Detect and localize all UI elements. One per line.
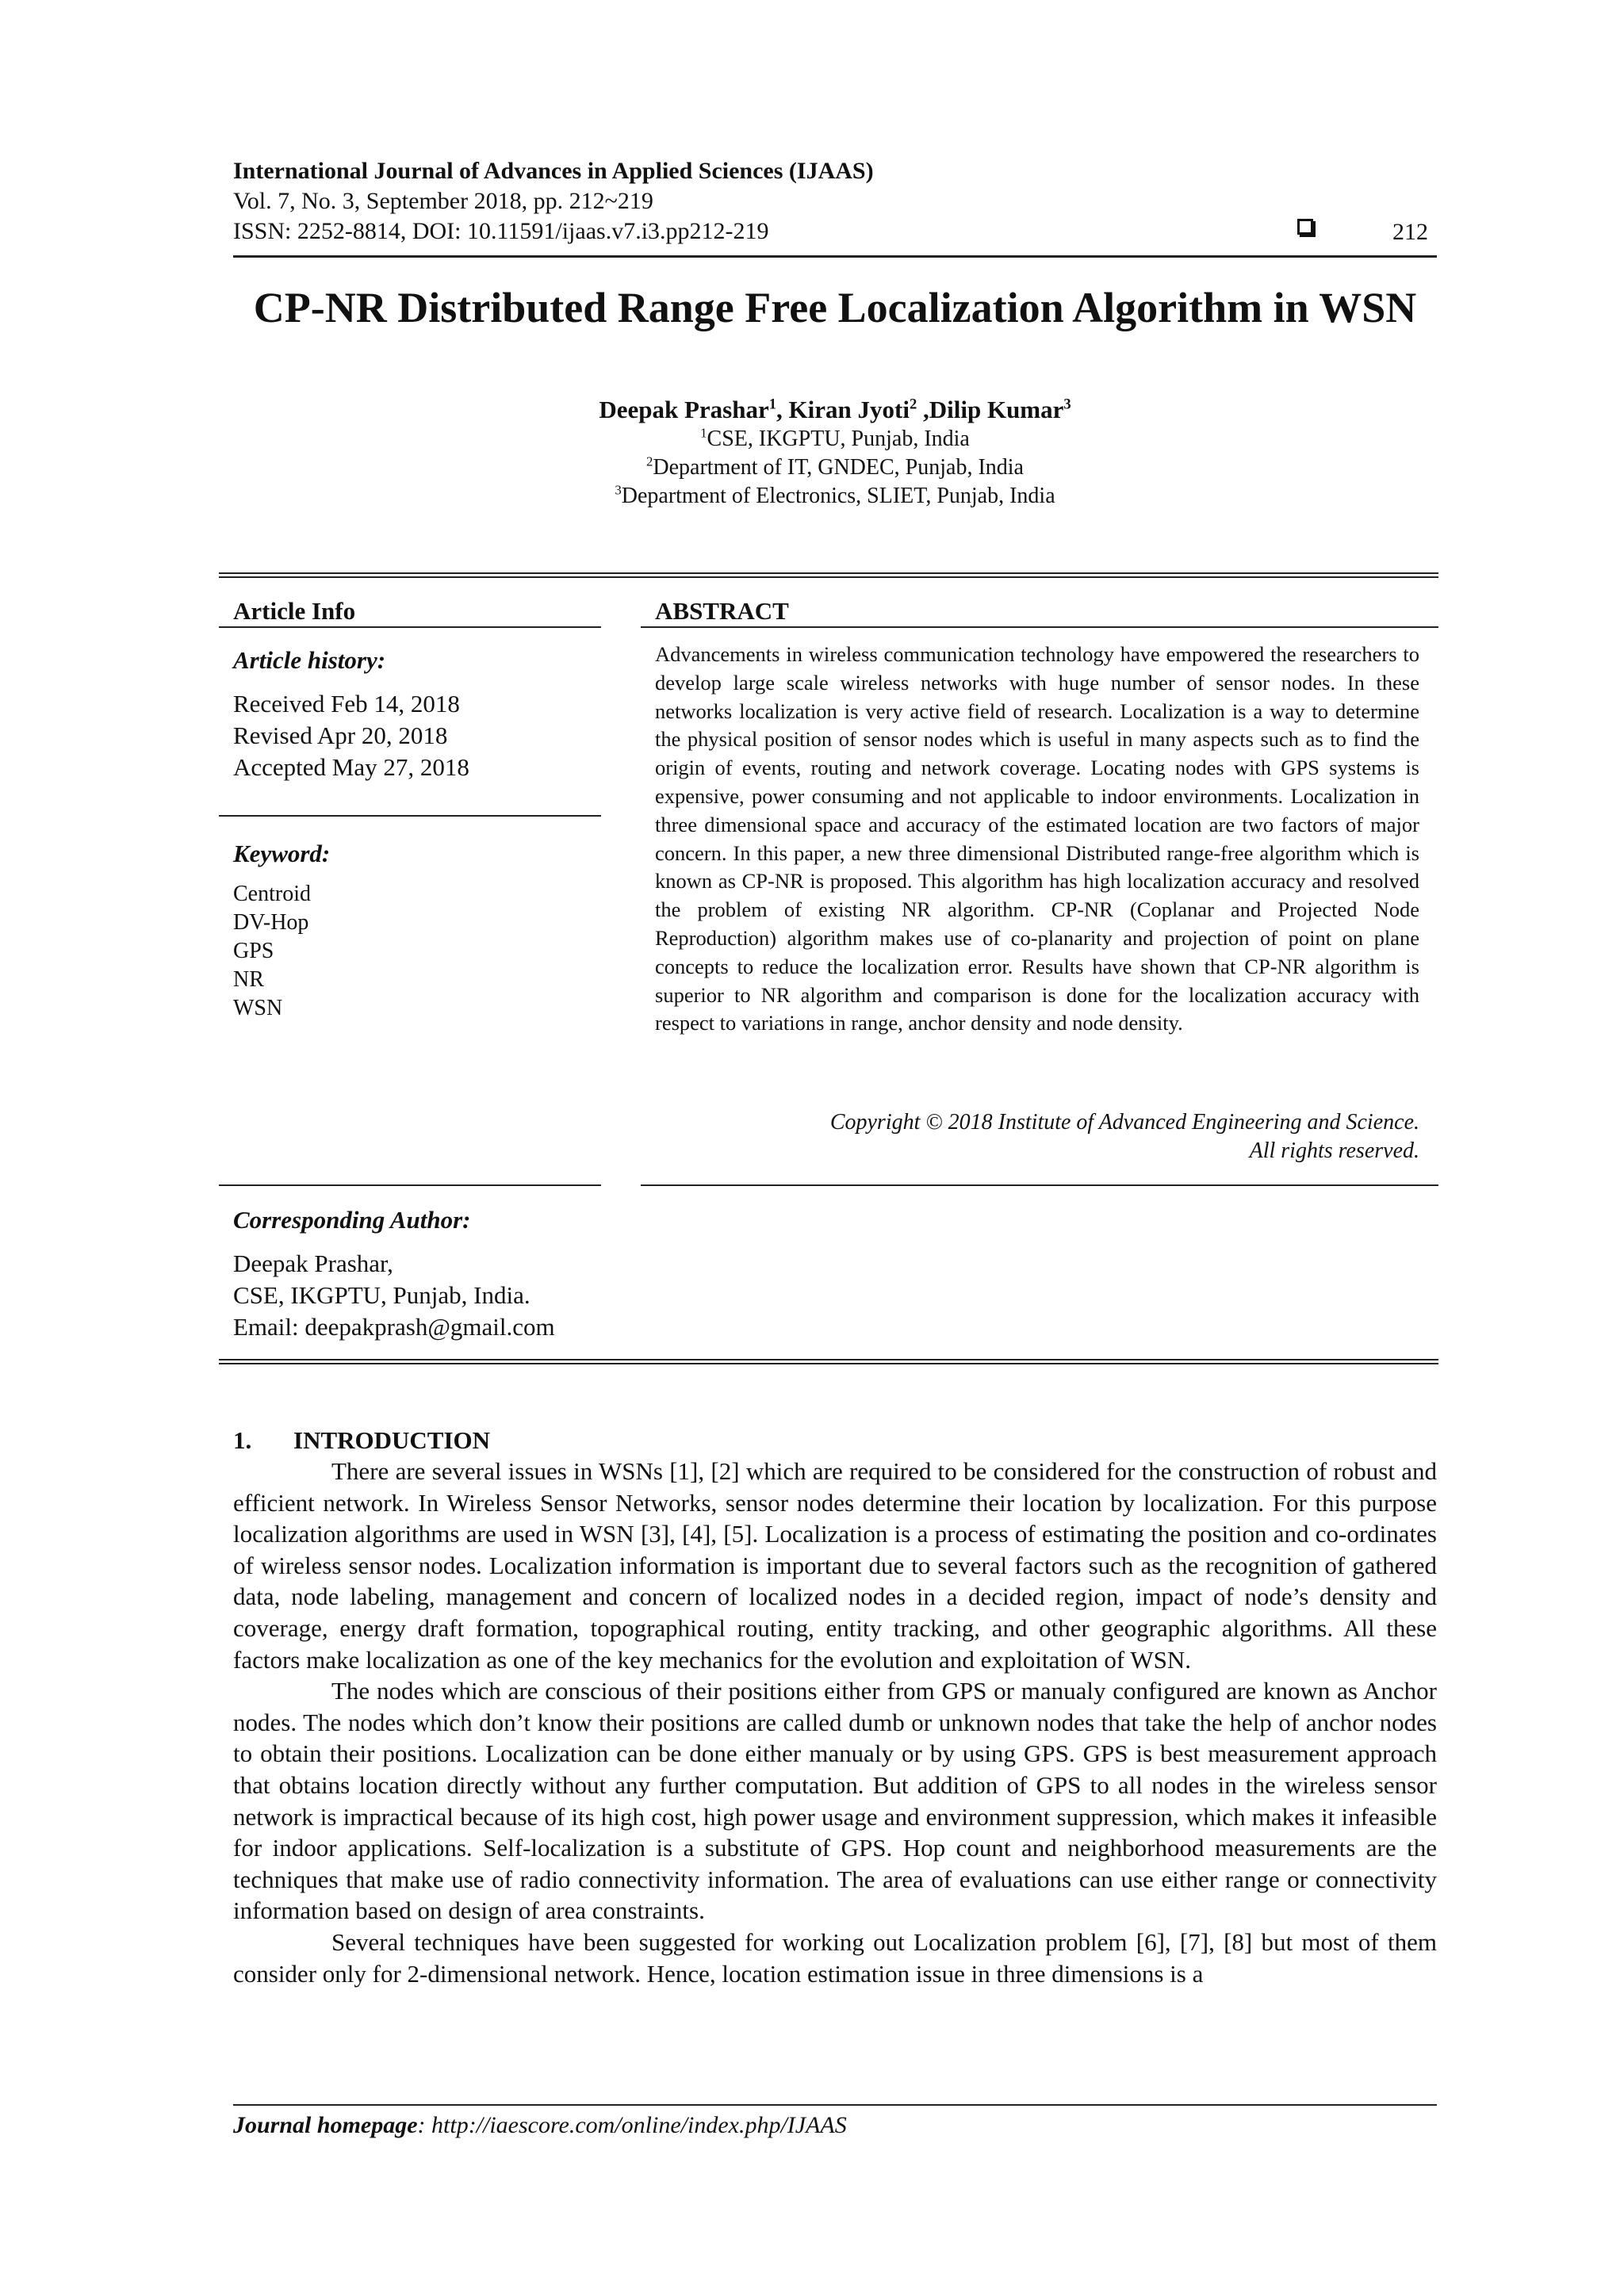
- page-number: 212: [1392, 219, 1428, 245]
- affiliation-1: $^1$CSE, IKGPTU, Punjab, India: [700, 425, 970, 451]
- copyright: Copyright © 2018 Institute of Advanced Engineering and Science. All rights reserved.: [829, 1110, 1419, 1163]
- author-name: Dilip Kumar: [929, 396, 1064, 423]
- paragraph: The nodes which are conscious of their positions either from GPS or manualy configured are known as Anchor nodes. The nodes which don’t know their positions are called dumb or unknown nodes that take the help of anchor nodes to obtain their positions. Localization can be done either manualy or by using GPS. GPS is best measurement approach that obtains location directly without any further computation. But addition of GPS to all nodes in the wireless sensor network is impractical because of its high cost, high power usage and environment suppression, which makes it infeasible for indoor applications. Self-localization is a substitute of GPS. Hop count and neighborhood measurements are the techniques that make use of radio connectivity information. The area of evaluations can use either range or connectivity information based on design of area constraints.: [233, 1677, 1437, 1925]
- journal-homepage: Journal homepage: http://iaescore.com/online/index.php/IJAAS: [233, 2112, 847, 2138]
- box-top-rule-2: [219, 576, 1438, 578]
- section-heading: 1. INTRODUCTION: [233, 1426, 491, 1454]
- article-info-heading: Article Info: [233, 597, 356, 625]
- journal-title: International Journal of Advances in Applied Sciences (IJAAS): [233, 158, 874, 184]
- author-sup: 1: [768, 396, 777, 413]
- abstract-text: Advancements in wireless communication technology have empowered the researchers to develop large scale wireless networks with huge number of sensor nodes. In these networks localization is very active field of research. Localization is a way to determine the physical position of sensor nodes which is useful in many aspects such as to find the origin of events, routing and network coverage. Locating nodes with GPS systems is expensive, power consuming and not applicable to indoor environments. Localization in three dimensional space and accuracy of the estimated location are two factors of major concern. In this paper, a new three dimensional Distributed range-free algorithm which is known as CP-NR is proposed. This algorithm has high localization accuracy and resolved the problem of existing NR algorithm. CP-NR (Coplanar and Projected Node Reproduction) algorithm makes use of co-planarity and projection of point on plane concepts to reduce the localization error. Results have shown that CP-NR algorithm is superior to NR algorithm and comparison is done for the localization accuracy with respect to variations in range, anchor density and node density.: [655, 642, 1419, 1035]
- paragraph: Several techniques have been suggested for working out Localization problem [6], [7], [8] but most of them consider only for 2-dimensional network. Hence, location estimation issue in three dimensions is a: [233, 1927, 1437, 1988]
- homepage-link[interactable]: : http://iaescore.com/online/index.php/IJAAS: [417, 2112, 847, 2138]
- history-rule: [219, 815, 601, 817]
- accepted-date: Accepted May 27, 2018: [233, 753, 469, 781]
- keyword: NR: [233, 967, 264, 992]
- keyword: WSN: [233, 996, 283, 1020]
- keyword: DV-Hop: [233, 910, 309, 935]
- issn-doi: ISSN: 2252-8814, DOI: 10.11591/ijaas.v7.i3.pp212-219: [233, 218, 769, 244]
- affiliation-3: $^3$Department of Electronics, SLIET, Punjab, India: [615, 482, 1055, 508]
- footer-rule: [233, 2104, 1437, 2106]
- revised-date: Revised Apr 20, 2018: [233, 721, 448, 749]
- received-date: Received Feb 14, 2018: [233, 690, 460, 718]
- volume-info: Vol. 7, No. 3, September 2018, pp. 212~219: [233, 188, 653, 214]
- keyword-rule: [219, 1184, 601, 1186]
- abstract-bottom-rule: [641, 1184, 1438, 1186]
- corr-email: Email: deepakprash@gmail.com: [233, 1313, 555, 1341]
- checkbox-square-icon: [1297, 219, 1313, 235]
- corr-affiliation: CSE, IKGPTU, Punjab, India.: [233, 1281, 530, 1309]
- box-top-rule-1: [219, 572, 1438, 574]
- author-name: Deepak Prashar: [599, 396, 769, 423]
- article-info-rule: [219, 626, 601, 628]
- author-names: Deepak Prashar$^1$, Kiran Jyoti$^2$ ,Dilip Kumar$^3$: [599, 396, 1071, 423]
- keyword-block: Keyword: Centroid DV-Hop GPS NR WSN: [233, 839, 599, 1023]
- paper-title: CP-NR Distributed Range Free Localization Algorithm in WSN: [253, 284, 1417, 331]
- box-bottom-rule-1: [219, 1359, 1438, 1360]
- box-bottom-rule-2: [219, 1363, 1438, 1364]
- author-sup: 3: [1063, 396, 1071, 413]
- paragraph: There are several issues in WSNs [1], [2] which are required to be considered for the construction of robust and efficient network. In Wireless Sensor Networks, sensor nodes determine their location by localization. For this purpose localization algorithms are used in WSN [3], [4], [5]. Localization is a process of estimating the position and co-ordinates of wireless sensor nodes. Localization information is important due to several factors such as the recognition of gathered data, node labeling, management and concern of localized nodes in a decided region, impact of node’s density and coverage, energy draft formation, topographical routing, entity tracking, and other geographic algorithms. All these factors make localization as one of the key mechanics for the evolution and exploitation of WSN.: [233, 1457, 1437, 1674]
- affiliation-2: $^2$Department of IT, GNDEC, Punjab, India: [646, 453, 1024, 480]
- introduction-body: [233, 1456, 1437, 1989]
- abstract-heading: ABSTRACT: [655, 597, 789, 625]
- corr-name: Deepak Prashar,: [233, 1249, 393, 1277]
- corresponding-author: Corresponding Author: Deepak Prashar, CSE, IKGPTU, Punjab, India. Email: deepakprash@gmail.com: [233, 1205, 677, 1343]
- abstract-rule: [641, 626, 1438, 628]
- author-name: Kiran Jyoti: [788, 396, 910, 423]
- keyword: Centroid: [233, 882, 311, 906]
- header-rule: [233, 255, 1437, 258]
- author-sup: 2: [909, 396, 917, 413]
- article-history: Article history: Received Feb 14, 2018 Revised Apr 20, 2018 Accepted May 27, 2018: [233, 645, 599, 783]
- author-block: [233, 395, 1437, 511]
- keyword: GPS: [233, 939, 274, 963]
